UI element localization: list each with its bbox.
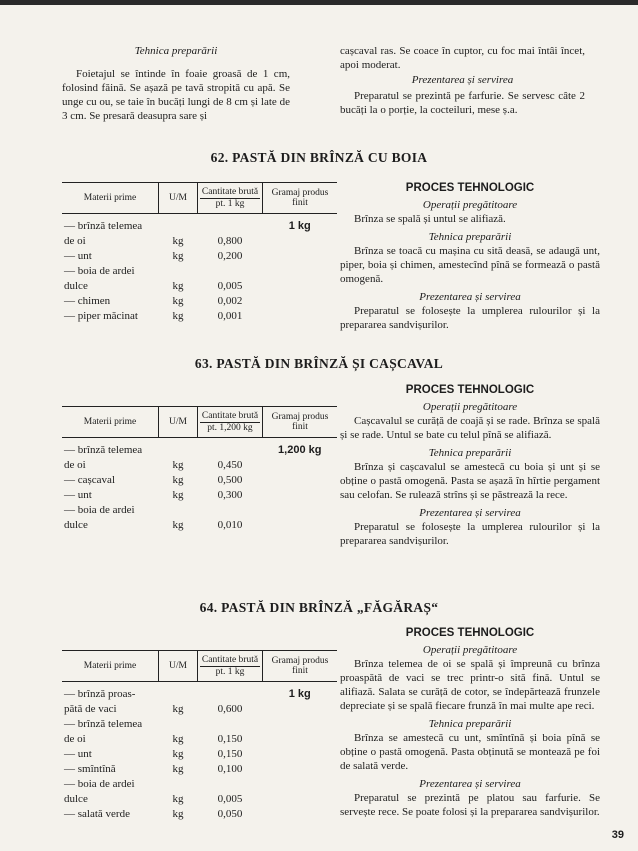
ingredient-um: kg	[172, 763, 184, 775]
table-row	[62, 762, 337, 777]
ingredient-um: kg	[172, 295, 184, 307]
ingredient-qty: 0,001	[217, 310, 243, 322]
table-row	[62, 777, 337, 792]
ingredient-name: — boia de ardei	[64, 778, 135, 790]
ingredient-qty	[198, 503, 263, 518]
section-text: Brînza telemea de oi se spală și împreună cu brînza proaspătă de vaci se trec printr-o sită fină. Untul se alifiază. Salata se curăță de cotor, se îndepărtează frunzele depreciate și se spală fiecare frunză în mai multe ape reci.	[340, 658, 600, 712]
empty-cell	[263, 503, 338, 518]
recipe-title: 63. PASTĂ DIN BRÎNZĂ ȘI CAȘCAVAL	[194, 356, 444, 371]
ingredient-qty	[198, 214, 263, 235]
section-heading: Prezentarea și servirea	[419, 507, 521, 519]
ingredient-name: — unt	[64, 250, 92, 262]
ingredient-um: kg	[172, 519, 184, 531]
section-text: Brînza se toacă cu mașina cu sită deasă, se adaugă unt, piper, boia și chimen, amestecînd pînă se formează o pastă omogenă.	[340, 245, 600, 285]
ingredients-table-62	[62, 182, 337, 324]
table-row	[62, 682, 337, 703]
top-right-column	[340, 44, 585, 117]
ingredient-qty: 0,600	[217, 703, 243, 715]
ingredient-um: kg	[172, 474, 184, 486]
ingredient-um: kg	[172, 250, 184, 262]
ingredient-qty: 0,002	[217, 295, 243, 307]
ingredient-um	[159, 438, 198, 459]
th-um: U/M	[159, 183, 198, 214]
ingredient-um: kg	[172, 235, 184, 247]
th-um: U/M	[159, 651, 198, 682]
ingredient-name: — brînză proas-	[64, 688, 136, 700]
empty-cell	[263, 309, 338, 324]
ingredient-name: — cașcaval	[64, 474, 115, 486]
table-row	[62, 792, 337, 807]
cantitate-per: pt. 1,200 kg	[200, 422, 260, 433]
proces-heading: PROCES TEHNOLOGIC	[405, 384, 535, 396]
top-left-column	[62, 44, 290, 123]
ingredient-name: dulce	[64, 280, 88, 292]
section-text: Preparatul se folosește la umplerea rulourilor și la prepararea sandvișurilor.	[340, 305, 600, 331]
ingredient-um: kg	[172, 733, 184, 745]
ingredient-um	[159, 777, 198, 792]
process-62	[340, 182, 600, 332]
section-text: Brînza se spală și untul se alifiază.	[354, 213, 506, 225]
process-64	[340, 627, 600, 819]
ingredients-table	[62, 406, 337, 533]
empty-cell	[263, 777, 338, 792]
table-row	[62, 309, 337, 324]
cantitate-label: Cantitate brută	[201, 411, 259, 421]
ingredient-name: de oi	[64, 459, 86, 471]
ingredient-name: — chimen	[64, 295, 111, 307]
ingredient-name: — boia de ardei	[64, 504, 135, 516]
ingredient-qty: 0,005	[217, 793, 243, 805]
table-row	[62, 503, 337, 518]
ingredient-um	[159, 682, 198, 703]
section-heading: Tehnica preparării	[428, 231, 512, 243]
ingredient-um: kg	[172, 748, 184, 760]
table-row	[62, 279, 337, 294]
th-gramaj: Gramaj produs finit	[263, 183, 338, 214]
ingredient-qty	[198, 438, 263, 459]
section-text: Cașcavalul se curăță de coajă și se rade. Brînza se spală și se rade. Untul se bate cu telul pînă se alifiază.	[340, 415, 600, 441]
ingredient-name: — brînză telemea	[64, 220, 143, 232]
page-number: 39	[611, 829, 624, 841]
ingredient-name: — brînză telemea	[64, 718, 143, 730]
process-63	[340, 384, 600, 548]
section-text: Brînza și cașcavalul se amestecă cu boia și unt și se obține o pastă omogenă. Pasta se așază în hîrtie pergament sau celofan. Se rulează strîns și se păstrează la rece.	[340, 461, 600, 501]
ingredient-um	[159, 717, 198, 732]
paragraph: cașcaval ras. Se coace în cuptor, cu foc mai întâi încet, apoi moderat.	[340, 45, 585, 71]
ingredient-um: kg	[172, 280, 184, 292]
ingredient-qty: 0,150	[217, 733, 243, 745]
ingredient-name: — unt	[64, 489, 92, 501]
ingredient-name: — smîntînă	[64, 763, 116, 775]
ingredient-qty	[198, 264, 263, 279]
ingredient-um: kg	[172, 703, 184, 715]
th-gramaj: Gramaj produs finit	[263, 651, 338, 682]
table-row	[62, 747, 337, 762]
table-row	[62, 294, 337, 309]
section-heading: Tehnica preparării	[428, 718, 512, 730]
section-heading: Operații pregătitoare	[422, 199, 518, 211]
ingredient-um: kg	[172, 459, 184, 471]
ingredient-um: kg	[172, 489, 184, 501]
ingredient-qty: 0,010	[217, 519, 243, 531]
gramaj-value: 1 kg	[288, 220, 311, 232]
page-top-border	[0, 0, 638, 5]
recipe-title: 62. PASTĂ DIN BRÎNZĂ CU BOIA	[210, 150, 428, 165]
empty-cell	[263, 518, 338, 533]
cantitate-label: Cantitate brută	[201, 187, 259, 197]
section-text: Preparatul se prezintă pe platou sau farfurie. Se servește rece. Se poate folosi și la prepararea sandvișurilor.	[340, 792, 600, 818]
table-row	[62, 807, 337, 822]
cantitate-label: Cantitate brută	[201, 655, 259, 665]
proces-heading: PROCES TEHNOLOGIC	[405, 627, 535, 639]
table-row	[62, 518, 337, 533]
ingredient-name: — unt	[64, 748, 92, 760]
ingredient-um	[159, 264, 198, 279]
th-cantitate	[198, 651, 263, 682]
th-gramaj: Gramaj produs finit	[263, 407, 338, 438]
th-materii: Materii prime	[62, 651, 159, 682]
ingredient-qty: 0,300	[217, 489, 243, 501]
gramaj-value: 1,200 kg	[278, 444, 322, 456]
section-heading: Prezentarea și servirea	[411, 74, 514, 86]
ingredients-table-63	[62, 406, 337, 533]
cantitate-per: pt. 1 kg	[200, 666, 260, 677]
section-text: Brînza se amestecă cu unt, smîntînă și boia pînă se obține o pastă omogenă. Pasta obținută se montează pe foi de salată verde.	[340, 732, 600, 772]
ingredient-name: — brînză telemea	[64, 444, 143, 456]
ingredient-name: — boia de ardei	[64, 265, 135, 277]
section-heading: Prezentarea și servirea	[419, 291, 521, 303]
ingredient-qty	[198, 717, 263, 732]
section-text: Preparatul se folosește la umplerea rulourilor și la prepararea sandvișurilor.	[340, 521, 600, 547]
th-materii: Materii prime	[62, 183, 159, 214]
recipe-title: 64. PASTĂ DIN BRÎNZĂ „FĂGĂRAȘ“	[199, 600, 439, 615]
ingredient-name: — salată verde	[64, 808, 130, 820]
section-heading: Operații pregătitoare	[422, 401, 518, 413]
ingredient-name: dulce	[64, 793, 88, 805]
ingredient-name: de oi	[64, 733, 86, 745]
paragraph: Preparatul se prezintă pe farfurie. Se servesc câte 2 bucăți la o porție, la cocteiluri, mese ș.a.	[340, 90, 585, 116]
section-heading: Operații pregătitoare	[422, 644, 518, 656]
ingredient-um	[159, 214, 198, 235]
table-row	[62, 438, 337, 459]
ingredient-qty: 0,150	[217, 748, 243, 760]
ingredient-qty: 0,500	[217, 474, 243, 486]
empty-cell	[263, 807, 338, 822]
section-heading: Tehnica preparării	[134, 45, 218, 57]
ingredient-qty: 0,050	[217, 808, 243, 820]
ingredient-qty: 0,800	[217, 235, 243, 247]
empty-cell	[263, 792, 338, 807]
section-heading: Tehnica preparării	[428, 447, 512, 459]
empty-cell	[263, 294, 338, 309]
empty-cell	[263, 747, 338, 762]
ingredients-table-64	[62, 650, 337, 822]
ingredient-um: kg	[172, 310, 184, 322]
th-materii: Materii prime	[62, 407, 159, 438]
gramaj-value: 1 kg	[288, 688, 311, 700]
th-cantitate	[198, 407, 263, 438]
cantitate-per: pt. 1 kg	[200, 198, 260, 209]
ingredient-um: kg	[172, 793, 184, 805]
table-row	[62, 214, 337, 235]
paragraph: Foietajul se întinde în foaie groasă de 1 cm, folosind făină. Se așază pe tavă stropită cu apă. Se unge cu ou, se taie în bucăți lungi de 8 cm și late de 3 cm. Se presară deasupra sare și	[62, 68, 290, 122]
ingredient-name: — piper măcinat	[64, 310, 138, 322]
ingredient-um: kg	[172, 808, 184, 820]
th-cantitate	[198, 183, 263, 214]
ingredient-name: de oi	[64, 235, 86, 247]
ingredients-table	[62, 650, 337, 822]
ingredient-qty: 0,100	[217, 763, 243, 775]
empty-cell	[263, 762, 338, 777]
ingredient-qty: 0,450	[217, 459, 243, 471]
ingredient-qty: 0,200	[217, 250, 243, 262]
ingredient-um	[159, 503, 198, 518]
empty-cell	[263, 279, 338, 294]
ingredient-name: dulce	[64, 519, 88, 531]
section-heading: Prezentarea și servirea	[419, 778, 521, 790]
ingredient-qty	[198, 777, 263, 792]
th-um: U/M	[159, 407, 198, 438]
ingredient-qty	[198, 682, 263, 703]
proces-heading: PROCES TEHNOLOGIC	[405, 182, 535, 194]
ingredient-qty: 0,005	[217, 280, 243, 292]
ingredient-name: pătă de vaci	[64, 703, 117, 715]
ingredients-table	[62, 182, 337, 324]
